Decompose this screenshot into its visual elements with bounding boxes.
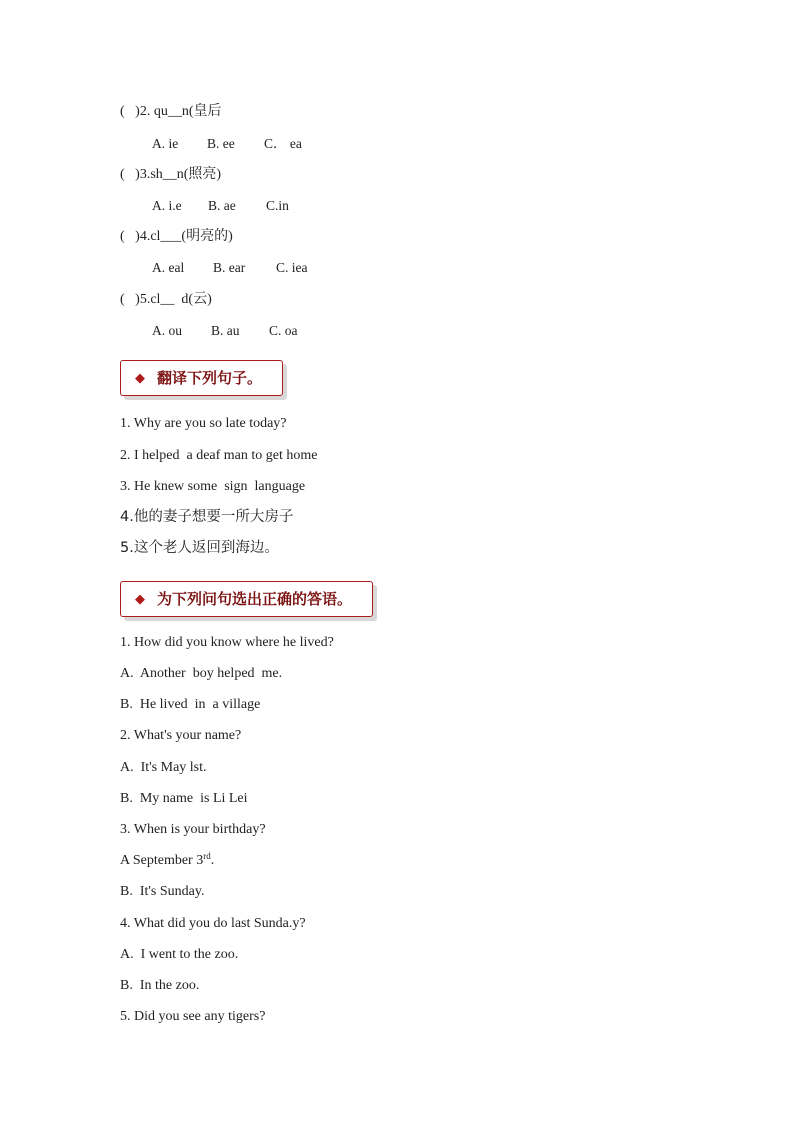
translate-sentence-3: 3. He knew some sign language bbox=[120, 479, 306, 494]
question-5-stem: ( )5.cl__ d(云) bbox=[120, 292, 212, 307]
answer-line-11: A. I went to the zoo. bbox=[120, 947, 239, 962]
answer-line-8-end: . bbox=[210, 853, 215, 868]
section-header-translate bbox=[120, 360, 283, 396]
option-c: C.in bbox=[266, 198, 289, 213]
translate-sentence-2: 2. I helped a deaf man to get home bbox=[120, 448, 318, 463]
diamond-bullet-icon: ◆ bbox=[135, 591, 145, 606]
answer-line-5: A. It's May lst. bbox=[120, 760, 207, 775]
question-3-stem: ( )3.sh__n(照亮) bbox=[120, 167, 222, 182]
answer-line-2: A. Another boy helped me. bbox=[120, 666, 283, 681]
answer-line-8 bbox=[120, 852, 214, 870]
option-c: C. oa bbox=[269, 323, 298, 338]
diamond-bullet-icon: ◆ bbox=[135, 370, 145, 385]
answer-line-9: B. It's Sunday. bbox=[120, 884, 205, 899]
option-c: C. iea bbox=[276, 260, 308, 275]
option-a: A. ou bbox=[152, 323, 182, 338]
answer-line-8-text: A September 3 bbox=[120, 853, 204, 868]
answer-line-13: 5. Did you see any tigers? bbox=[120, 1009, 266, 1024]
answer-line-6: B. My name is Li Lei bbox=[120, 791, 248, 806]
option-b: B. ae bbox=[208, 198, 236, 213]
option-b: B. ee bbox=[207, 136, 235, 151]
option-a: A. i.e bbox=[152, 198, 182, 213]
section-title: 为下列问句选出正确的答语。 bbox=[157, 590, 353, 608]
translate-sentence-1: 1. Why are you so late today? bbox=[120, 416, 287, 431]
option-b: B. au bbox=[211, 323, 240, 338]
ordinal-suffix: rd bbox=[203, 851, 211, 861]
translate-sentence-5: 5.这个老人返回到海边。 bbox=[120, 540, 279, 556]
option-a: A. ie bbox=[152, 136, 179, 151]
question-2-stem: ( )2. qu__n(皇后 bbox=[120, 104, 222, 119]
option-c: C． ea bbox=[264, 136, 302, 151]
section-title: 翻译下列句子。 bbox=[157, 369, 263, 387]
answer-line-4: 2. What's your name? bbox=[120, 728, 242, 743]
answer-line-3: B. He lived in a village bbox=[120, 697, 261, 712]
option-b: B. ear bbox=[213, 260, 246, 275]
answer-line-12: B. In the zoo. bbox=[120, 978, 200, 993]
translate-sentence-4: 4.他的妻子想要一所大房子 bbox=[120, 509, 294, 525]
answer-line-7: 3. When is your birthday? bbox=[120, 822, 266, 837]
section-header-answers bbox=[120, 581, 373, 617]
option-a: A. eal bbox=[152, 260, 185, 275]
answer-line-1: 1. How did you know where he lived? bbox=[120, 635, 334, 650]
answer-line-10: 4. What did you do last Sunda.y? bbox=[120, 916, 306, 931]
question-4-stem: ( )4.cl___(明亮的) bbox=[120, 229, 233, 244]
